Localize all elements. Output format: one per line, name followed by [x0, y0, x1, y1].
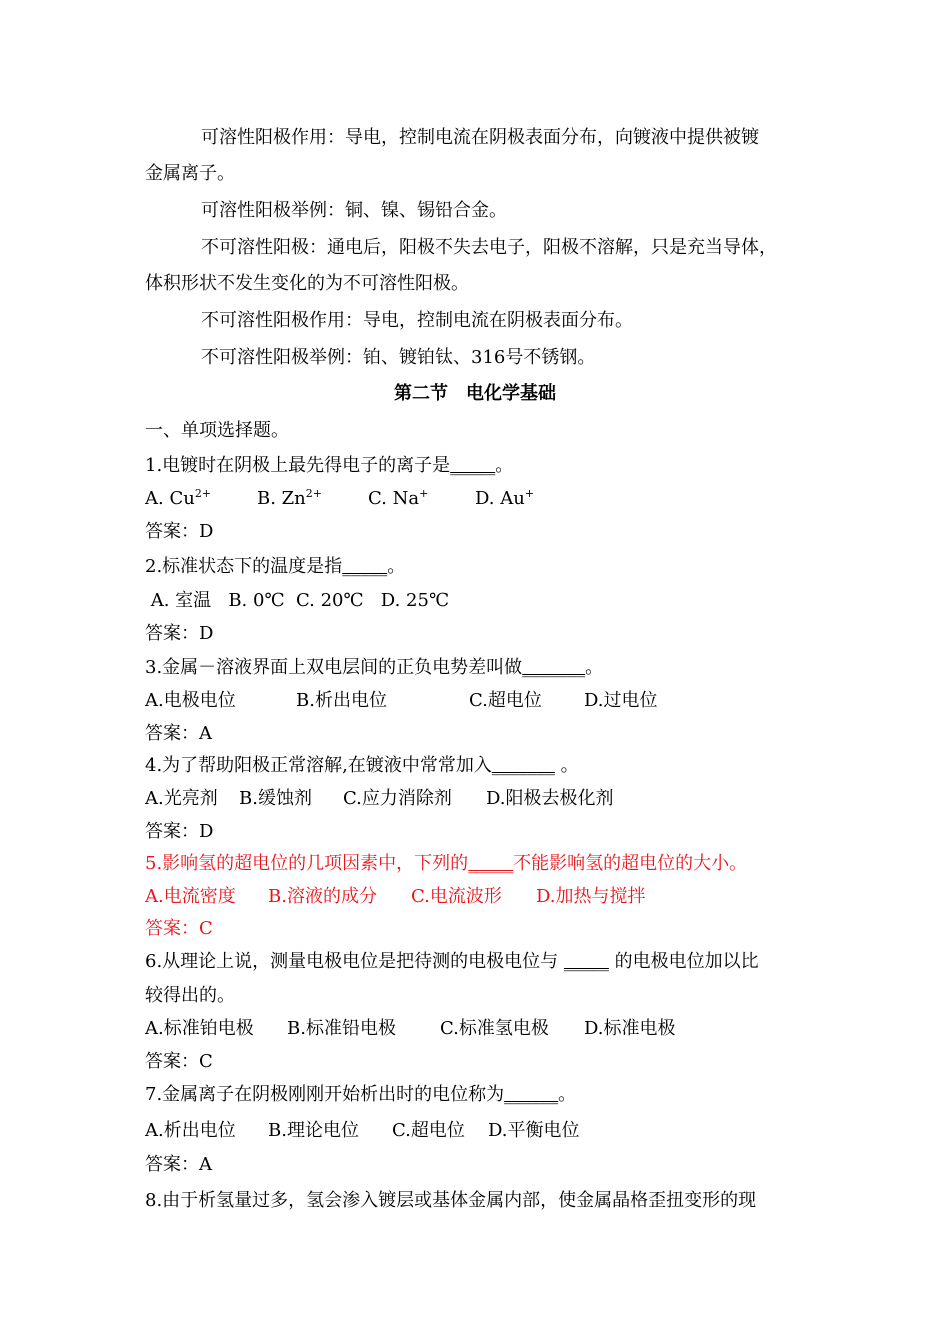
question-text: 6.从理论上说，测量电极电位是把待测的电极电位与: [145, 951, 564, 972]
option-label: C. Na: [368, 488, 420, 509]
paragraph-line: 金属离子。: [145, 163, 235, 184]
option-label: B. Zn: [257, 488, 306, 509]
question-6: [145, 950, 759, 974]
answer-blank: _____: [563, 951, 609, 972]
answer-blank: _____: [342, 556, 388, 577]
answer-blank: _____: [468, 853, 514, 874]
option-b: B.理论电位: [268, 1120, 359, 1141]
question-text: 2.标准状态下的温度是指: [145, 556, 343, 577]
option-a: A.电极电位: [145, 690, 236, 711]
option-b: B.溶液的成分: [268, 886, 377, 907]
option-d: D.加热与搅拌: [536, 886, 646, 907]
answer-line: 答案：A: [145, 1154, 212, 1175]
option-a: A.光亮剂: [145, 788, 218, 809]
option-a: A.析出电位: [145, 1120, 236, 1141]
question-text: 4.为了帮助阳极正常溶解,在镀液中常常加入: [145, 755, 492, 776]
question-7: [145, 1083, 576, 1107]
question-end: 。: [495, 455, 514, 476]
option-b: B.标准铅电极: [287, 1018, 396, 1039]
option-label: A. Cu: [145, 488, 195, 509]
question-8: 8.由于析氢量过多，氢会渗入镀层或基体金属内部，使金属晶格歪扭变形的现: [145, 1190, 757, 1211]
question-end: 不能影响氢的超电位的大小。: [513, 853, 748, 874]
option-c: C.电流波形: [411, 886, 502, 907]
answer-blank: ______: [504, 1084, 559, 1105]
question-end: 。: [554, 755, 579, 776]
answer-blank: _____: [450, 455, 496, 476]
question-2: [145, 555, 405, 579]
option-c: C.标准氢电极: [440, 1018, 549, 1039]
answer-line: 答案：D: [145, 521, 214, 542]
option-a: A.电流密度: [145, 886, 236, 907]
option-d: D.过电位: [584, 690, 658, 711]
paragraph-line: 可溶性阳极作用：导电，控制电流在阴极表面分布，向镀液中提供被镀: [201, 127, 759, 148]
question-text: 1.电镀时在阴极上最先得电子的离子是: [145, 455, 451, 476]
option-c: [368, 487, 428, 511]
paragraph-line: 不可溶性阳极：通电后，阳极不失去电子，阳极不溶解，只是充当导体，: [201, 237, 777, 258]
answer-line: 答案：A: [145, 723, 212, 744]
question-3: [145, 656, 603, 680]
question-end: 。: [585, 657, 604, 678]
answer-blank: _______: [491, 755, 555, 776]
paragraph-line: 可溶性阳极举例：铜、镍、锡铅合金。: [201, 200, 507, 221]
option-superscript: 2+: [194, 487, 212, 500]
question-text: 5.影响氢的超电位的几项因素中，下列的: [145, 853, 469, 874]
question-6-line-2: 较得出的。: [145, 985, 235, 1006]
question-4: [145, 754, 579, 778]
question-5: [145, 852, 747, 876]
option-a: A.标准铂电极: [145, 1018, 254, 1039]
answer-line: 答案：C: [145, 1051, 213, 1072]
option-c: C.超电位: [392, 1120, 465, 1141]
question-1: [145, 454, 513, 478]
option-c: C.应力消除剂: [343, 788, 452, 809]
option-a: [145, 487, 211, 511]
option-d: D.标准电极: [584, 1018, 676, 1039]
option-c: C.超电位: [469, 690, 542, 711]
option-label: D. Au: [475, 488, 525, 509]
option-superscript: +: [419, 487, 429, 500]
section-title: 第二节 电化学基础: [394, 383, 556, 404]
question-end: 的电极电位加以比: [608, 951, 759, 972]
option-b: [257, 487, 322, 511]
option-superscript: 2+: [305, 487, 322, 500]
paragraph-line: 不可溶性阳极举例：铂、镀铂钛、316号不锈钢。: [201, 347, 596, 368]
question-end: 。: [558, 1084, 577, 1105]
option-b: B.缓蚀剂: [239, 788, 312, 809]
option-b: B.析出电位: [296, 690, 387, 711]
question-text: 7.金属离子在阴极刚刚开始析出时的电位称为: [145, 1084, 505, 1105]
question-end: 。: [387, 556, 406, 577]
option-d: D.阳极去极化剂: [486, 788, 614, 809]
answer-line: 答案：D: [145, 821, 214, 842]
answer-line: 答案：C: [145, 918, 213, 939]
question-text: 3.金属－溶液界面上双电层间的正负电势差叫做: [145, 657, 523, 678]
option-superscript: +: [524, 487, 535, 500]
part-title: 一、单项选择题。: [145, 420, 289, 441]
answer-line: 答案：D: [145, 623, 214, 644]
option-d: D.平衡电位: [488, 1120, 580, 1141]
paragraph-line: 体积形状不发生变化的为不可溶性阳极。: [145, 273, 469, 294]
option-d: [475, 487, 534, 511]
paragraph-line: 不可溶性阳极作用：导电，控制电流在阴极表面分布。: [201, 310, 633, 331]
answer-blank: _______: [522, 657, 586, 678]
options-line: A. 室温 B. 0℃ C. 20℃ D. 25℃: [145, 590, 450, 611]
